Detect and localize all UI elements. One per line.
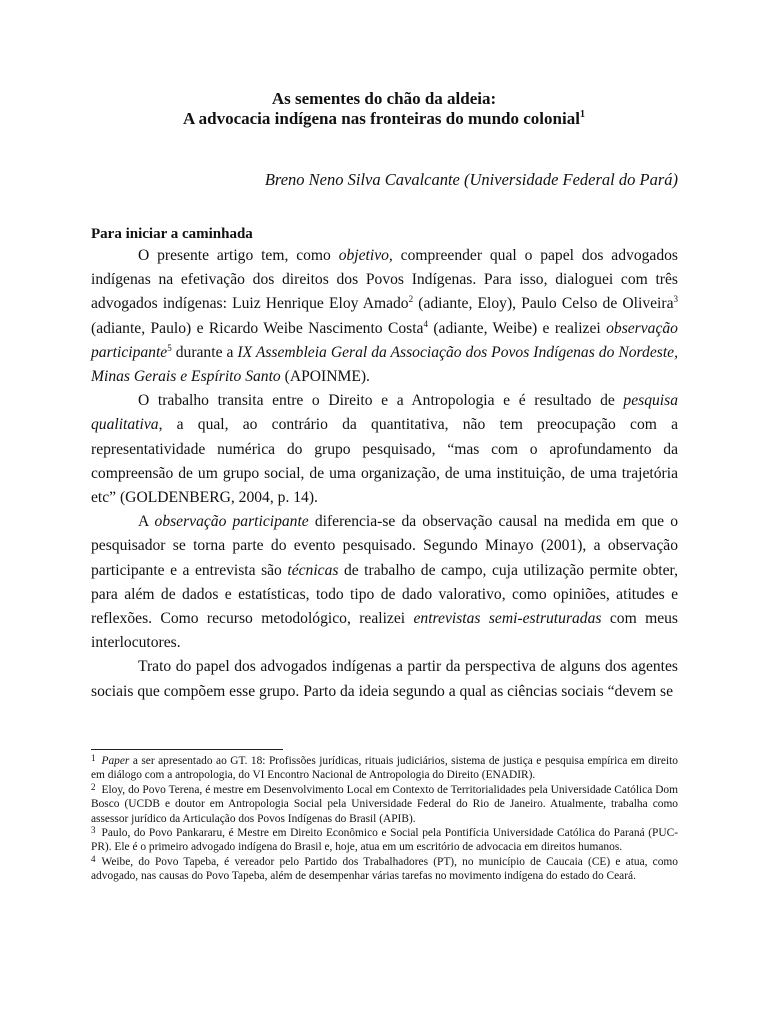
footnote-ref-2[interactable]: 2 xyxy=(408,294,414,305)
text-run-italic: entrevistas semi-estruturadas xyxy=(413,610,602,628)
text-run: Eloy, do Povo Terena, é mestre em Desenvolvimento Local em Contexto de Territorialidades pela Universidade Católica Dom Bosco (UCDB e doutor em Antropologia Social pela Universidade Federal do Rio de Janeiro. Atualmente, trabalha como assessor jurídico da Articulação dos Povos Indígenas do Brasil (APIB). xyxy=(91,783,678,825)
text-run: com meus interlocutores. xyxy=(91,610,678,652)
author-line: Breno Neno Silva Cavalcante (Universidade Federal do Pará) xyxy=(264,170,678,189)
text-run-italic: objetivo, xyxy=(338,247,393,264)
text-run: (APOINME). xyxy=(280,368,370,386)
paragraph-1 xyxy=(91,244,678,389)
text-run-italic: observação participante xyxy=(154,513,309,531)
paragraph-3 xyxy=(91,510,678,655)
text-run: durante a xyxy=(171,343,238,361)
text-run: diferencia-se da observação causal na medida em que o pesquisador se torna parte do evento pesquisado. Segundo Minayo (2001), a observação participante e a entrevista são xyxy=(91,513,678,579)
footnote-number: 2 xyxy=(91,781,96,792)
footnotes xyxy=(91,754,678,884)
text-run: A xyxy=(138,513,155,531)
footnote-number: 3 xyxy=(91,825,96,836)
footnote-divider xyxy=(91,749,283,750)
section-heading: Para iniciar a caminhada xyxy=(91,226,253,242)
title-line-1: As sementes do chão da aldeia: xyxy=(271,89,497,108)
footnote-1 xyxy=(91,754,678,783)
text-run: a ser apresentado ao GT. 18: Profissões jurídicas, rituais judiciários, sistema de justiça e pesquisa empírica em direito em diálogo com a antropologia, do VI Encontro Nacional de Antropologia do Direito (ENADIR). xyxy=(91,755,678,782)
footnote-ref-1[interactable]: 1 xyxy=(579,109,585,120)
text-run: (adiante, Weibe) e realizei xyxy=(427,319,607,337)
paragraph-4: Trato do papel dos advogados indígenas a partir da perspectiva de alguns dos agentes sociais que compõem esse grupo. Parto da ideia segundo a qual as ciências sociais “devem se xyxy=(91,658,678,700)
title-line-2 xyxy=(0,109,768,129)
text-run: Paulo, do Povo Pankararu, é Mestre em Direito Econômico e Social pela Pontifícia Universidade Católica do Paraná (PUC-PR). Ele é o primeiro advogado indígena do Brasil e, hoje, atua em um escritório de advocacia em direitos humanos. xyxy=(91,827,678,854)
text-run-italic: observação participante xyxy=(91,319,678,361)
footnote-4 xyxy=(91,855,678,884)
text-run: , a qual, ao contrário da quantitativa, não tem preocupação com a representatividade numérica do grupo pesquisado, “mas com o aprofundamento da compreensão de um grupo social, de uma organização, de uma instituição, de uma trajetória etc” (GOLDENBERG, 2004, p. 14). xyxy=(91,416,678,507)
text-run: (adiante, Eloy), Paulo Celso de Oliveira xyxy=(413,295,674,313)
text-run: de trabalho de campo, cuja utilização permite obter, para além de dados e estatísticas, todo tipo de dado valorativo, como opiniões, atitudes e reflexões. Como recurso metodológico, realizei xyxy=(91,561,678,628)
text-run: O trabalho transita entre o Direito e a Antropologia e é resultado de xyxy=(138,392,624,410)
text-run-italic: pesquisa qualitativa xyxy=(91,392,678,434)
footnote-3 xyxy=(91,826,678,855)
text-run-italic: técnicas xyxy=(287,561,339,579)
footnote-ref-3[interactable]: 3 xyxy=(673,294,678,305)
footnote-number: 4 xyxy=(91,853,96,864)
text-run-italic: Paper xyxy=(101,755,130,767)
text-run-italic: IX Assembleia Geral da Associação dos Povos Indígenas do Nordeste, Minas Gerais e Espírito Santo xyxy=(91,343,678,386)
footnote-ref-4[interactable]: 4 xyxy=(423,318,428,329)
footnote-number: 1 xyxy=(91,753,96,763)
text-run: O presente artigo tem, como xyxy=(138,247,339,264)
footnote-2 xyxy=(91,783,678,826)
page-title xyxy=(0,89,768,129)
paragraph-2 xyxy=(91,389,678,510)
text-run: (adiante, Paulo) e Ricardo Weibe Nascimento Costa xyxy=(91,319,424,337)
text-run: compreender qual o papel dos advogados indígenas na efetivação dos direitos dos Povos Indígenas. Para isso, dialoguei com três advogados indígenas: Luiz Henrique Eloy Amado xyxy=(91,247,678,313)
article-body xyxy=(91,224,678,704)
footnote-ref-5[interactable]: 5 xyxy=(167,342,172,353)
title-line-2-text: A advocacia indígena nas fronteiras do mundo colonial xyxy=(183,109,580,128)
text-run: Weibe, do Povo Tapeba, é vereador pelo Partido dos Trabalhadores (PT), no município de Caucaia (CE) e atua, como advogado, nas causas do Povo Tapeba, além de desempenhar várias tarefas no movimento indígena do estado do Ceará. xyxy=(91,855,678,883)
